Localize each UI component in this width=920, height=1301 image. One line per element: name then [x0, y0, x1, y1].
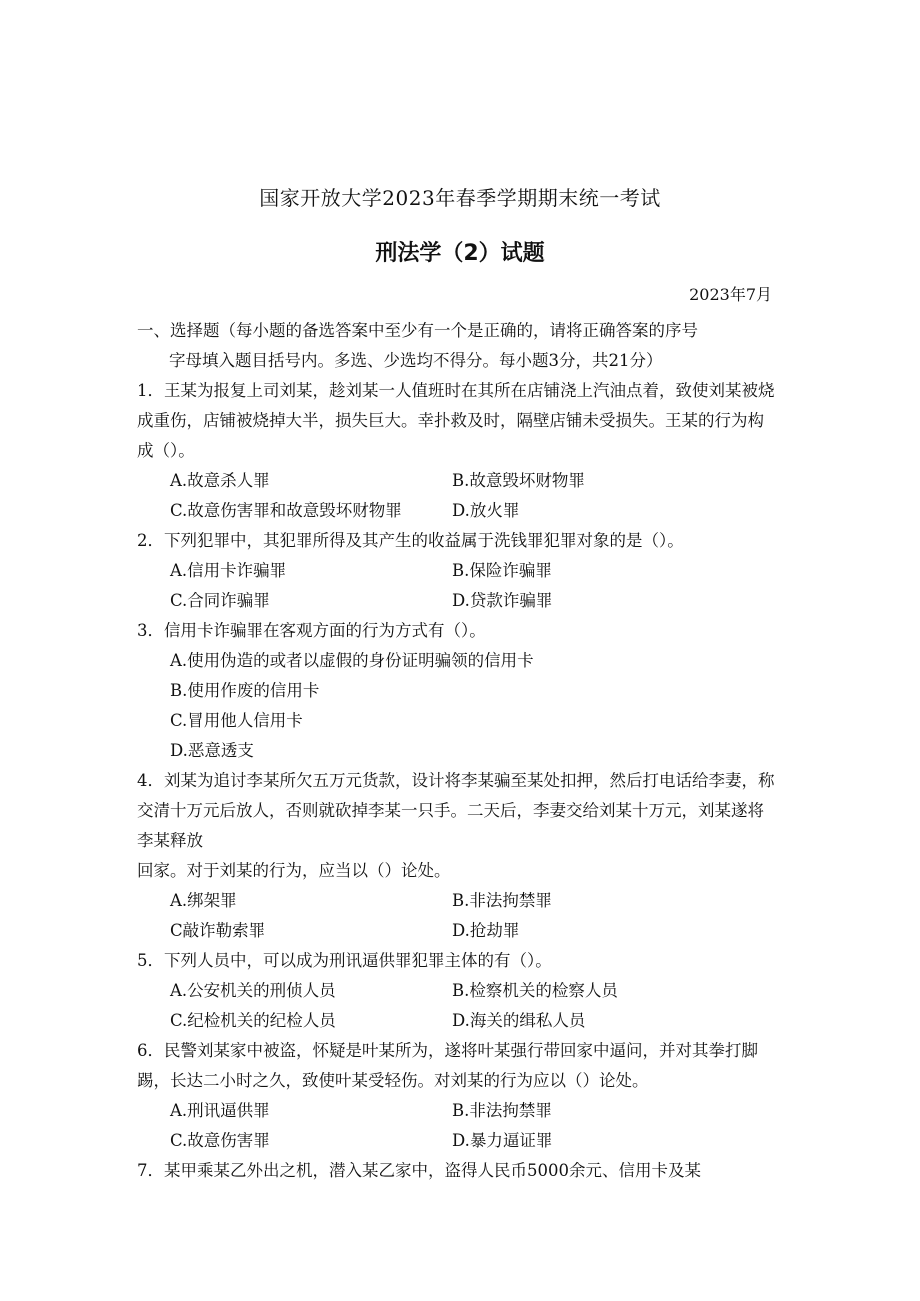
option-d: D.抢劫罪	[452, 921, 520, 940]
option-c: C.故意伤害罪	[170, 1131, 270, 1150]
exam-subtitle: 刑法学（2）试题	[375, 241, 545, 266]
option-b: B.非法拘禁罪	[452, 1101, 552, 1120]
option-c: C.故意伤害罪和故意毁坏财物罪	[170, 501, 402, 520]
option-d: D.恶意透支	[170, 741, 254, 760]
option-a: A.故意杀人罪	[170, 471, 270, 490]
question-1-options	[137, 466, 777, 526]
exam-date: 2023年7月	[689, 285, 772, 304]
question-1-stem: 1．王某为报复上司刘某，趁刘某一人值班时在其所在店铺浇上汽油点着，致使刘某被烧成重伤，店铺被烧掉大半，损失巨大。幸扑救及时，隔壁店铺未受损失。王某的行为构成（）。	[137, 381, 775, 460]
option-b: B.使用作废的信用卡	[170, 681, 320, 700]
option-c: C.合同诈骗罪	[170, 591, 270, 610]
option-b: B.检察机关的检察人员	[452, 981, 618, 1000]
question-6-stem: 6．民警刘某家中被盗，怀疑是叶某所为，遂将叶某强行带回家中逼问，并对其拳打脚踢，长达二小时之久，致使叶某受轻伤。对刘某的行为应以（）论处。	[137, 1041, 758, 1090]
question-4-options	[137, 886, 777, 946]
option-d: D.放火罪	[452, 501, 520, 520]
option-b: B.非法拘禁罪	[452, 891, 552, 910]
option-c: C敲诈勒索罪	[170, 921, 266, 940]
option-c: C.冒用他人信用卡	[170, 711, 303, 730]
section-instructions: 字母填入题目括号内。多选、少选均不得分。每小题3分，共21分）	[169, 351, 663, 370]
question-2-options	[137, 556, 777, 616]
question-3-stem: 3．信用卡诈骗罪在客观方面的行为方式有（）。	[137, 621, 486, 640]
option-a: A.信用卡诈骗罪	[170, 561, 287, 580]
option-d: D.贷款诈骗罪	[452, 591, 553, 610]
question-6-options	[137, 1096, 777, 1156]
option-a: A.绑架罪	[170, 891, 237, 910]
option-a: A.公安机关的刑侦人员	[170, 981, 336, 1000]
question-5-stem: 5．下列人员中，可以成为刑讯逼供罪犯罪主体的有（）。	[137, 951, 552, 970]
option-b: B.保险诈骗罪	[452, 561, 552, 580]
section-heading: 一、选择题（每小题的备选答案中至少有一个是正确的，请将正确答案的序号	[137, 321, 698, 340]
question-3-options	[137, 646, 777, 766]
option-c: C.纪检机关的纪检人员	[170, 1011, 336, 1030]
option-b: B.故意毁坏财物罪	[452, 471, 585, 490]
question-4-stem-cont: 回家。对于刘某的行为，应当以（）论处。	[137, 861, 451, 880]
option-d: D.海关的缉私人员	[452, 1011, 586, 1030]
exam-title: 国家开放大学2023年春季学期期末统一考试	[259, 186, 661, 210]
question-2-stem: 2．下列犯罪中，其犯罪所得及其产生的收益属于洗钱罪犯罪对象的是（）。	[137, 531, 684, 550]
question-7-stem: 7．某甲乘某乙外出之机，潜入某乙家中，盗得人民币5000余元、信用卡及某	[137, 1161, 701, 1180]
option-a: A.使用伪造的或者以虚假的身份证明骗领的信用卡	[170, 651, 534, 670]
question-5-options	[137, 976, 777, 1036]
exam-content	[137, 316, 777, 1186]
question-4-stem: 4．刘某为追讨李某所欠五万元货款，设计将李某骗至某处扣押，然后打电话给李妻，称交清十万元后放人，否则就砍掉李某一只手。二天后，李妻交给刘某十万元，刘某遂将李某释放	[137, 771, 775, 850]
option-d: D.暴力逼证罪	[452, 1131, 553, 1150]
option-a: A.刑讯逼供罪	[170, 1101, 270, 1120]
